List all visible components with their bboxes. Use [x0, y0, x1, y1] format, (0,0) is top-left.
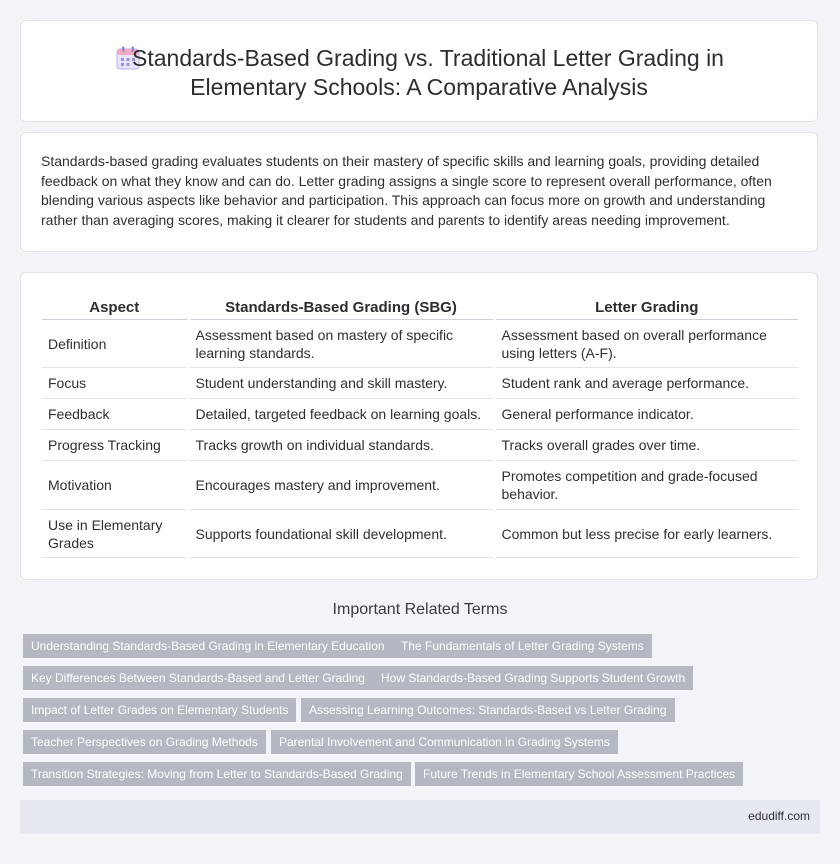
related-term-tag[interactable]: The Fundamentals of Letter Grading Systems [393, 634, 652, 658]
comparison-table [42, 295, 798, 558]
page-title-line-2: Elementary Schools: A Comparative Analysis [190, 74, 648, 100]
table-cell-sbg: Tracks growth on individual standards. [188, 430, 494, 461]
table-cell-aspect: Use in Elementary Grades [42, 510, 188, 558]
footer [20, 800, 820, 834]
column-header-aspect: Aspect [42, 295, 188, 320]
table-row [42, 320, 798, 368]
table-cell-sbg: Student understanding and skill mastery. [188, 368, 494, 399]
table-row [42, 510, 798, 558]
title-card [20, 20, 818, 122]
table-cell-aspect: Definition [42, 320, 188, 368]
column-header-sbg: Standards-Based Grading (SBG) [188, 295, 494, 320]
table-cell-sbg: Encourages mastery and improvement. [188, 461, 494, 510]
related-term-tag[interactable]: Assessing Learning Outcomes: Standards-Based vs Letter Grading [301, 698, 675, 722]
table-row [42, 430, 798, 461]
table-cell-aspect: Focus [42, 368, 188, 399]
related-term-tag[interactable]: Teacher Perspectives on Grading Methods [23, 730, 266, 754]
table-cell-aspect: Progress Tracking [42, 430, 188, 461]
related-term-tag[interactable]: How Standards-Based Grading Supports Student Growth [373, 666, 693, 690]
related-term-tag[interactable]: Key Differences Between Standards-Based and Letter Grading [23, 666, 373, 690]
table-header-row [42, 295, 798, 320]
intro-paragraph: Standards-based grading evaluates students on their mastery of specific skills and learning goals, providing detailed feedback on what they know and can do. Letter grading assigns a single score to represent overall performance, often blending various aspects like behavior and participation. This approach can focus more on growth and understanding rather than averaging scores, making it clearer for students and parents to identify areas needing improvement. [41, 153, 772, 228]
related-term-tag[interactable]: Parental Involvement and Communication in Grading Systems [271, 730, 618, 754]
table-row [42, 461, 798, 510]
page-title [21, 44, 817, 102]
related-term-tag[interactable]: Impact of Letter Grades on Elementary Students [23, 698, 296, 722]
table-row [42, 368, 798, 399]
table-cell-letter: General performance indicator. [494, 399, 798, 430]
related-term-tag[interactable]: Understanding Standards-Based Grading in Elementary Education [23, 634, 393, 658]
related-terms-title: Important Related Terms [332, 601, 508, 618]
table-cell-aspect: Feedback [42, 399, 188, 430]
page-title-line-1: Standards-Based Grading vs. Traditional Letter Grading in [132, 45, 724, 71]
table-cell-aspect: Motivation [42, 461, 188, 510]
table-cell-letter: Promotes competition and grade-focused behavior. [494, 461, 798, 510]
table-cell-letter: Tracks overall grades over time. [494, 430, 798, 461]
table-cell-sbg: Detailed, targeted feedback on learning goals. [188, 399, 494, 430]
intro-card [20, 132, 818, 252]
related-term-tag[interactable]: Future Trends in Elementary School Assessment Practices [415, 762, 743, 786]
table-row [42, 399, 798, 430]
table-cell-sbg: Supports foundational skill development. [188, 510, 494, 558]
footer-site-link[interactable]: edudiff.com [748, 809, 810, 823]
table-cell-letter: Common but less precise for early learners. [494, 510, 798, 558]
column-header-letter: Letter Grading [494, 295, 798, 320]
table-cell-letter: Student rank and average performance. [494, 368, 798, 399]
comparison-table-card [20, 272, 818, 580]
table-cell-letter: Assessment based on overall performance using letters (A-F). [494, 320, 798, 368]
table-cell-sbg: Assessment based on mastery of specific learning standards. [188, 320, 494, 368]
related-term-tag[interactable]: Transition Strategies: Moving from Letter to Standards-Based Grading [23, 762, 411, 786]
